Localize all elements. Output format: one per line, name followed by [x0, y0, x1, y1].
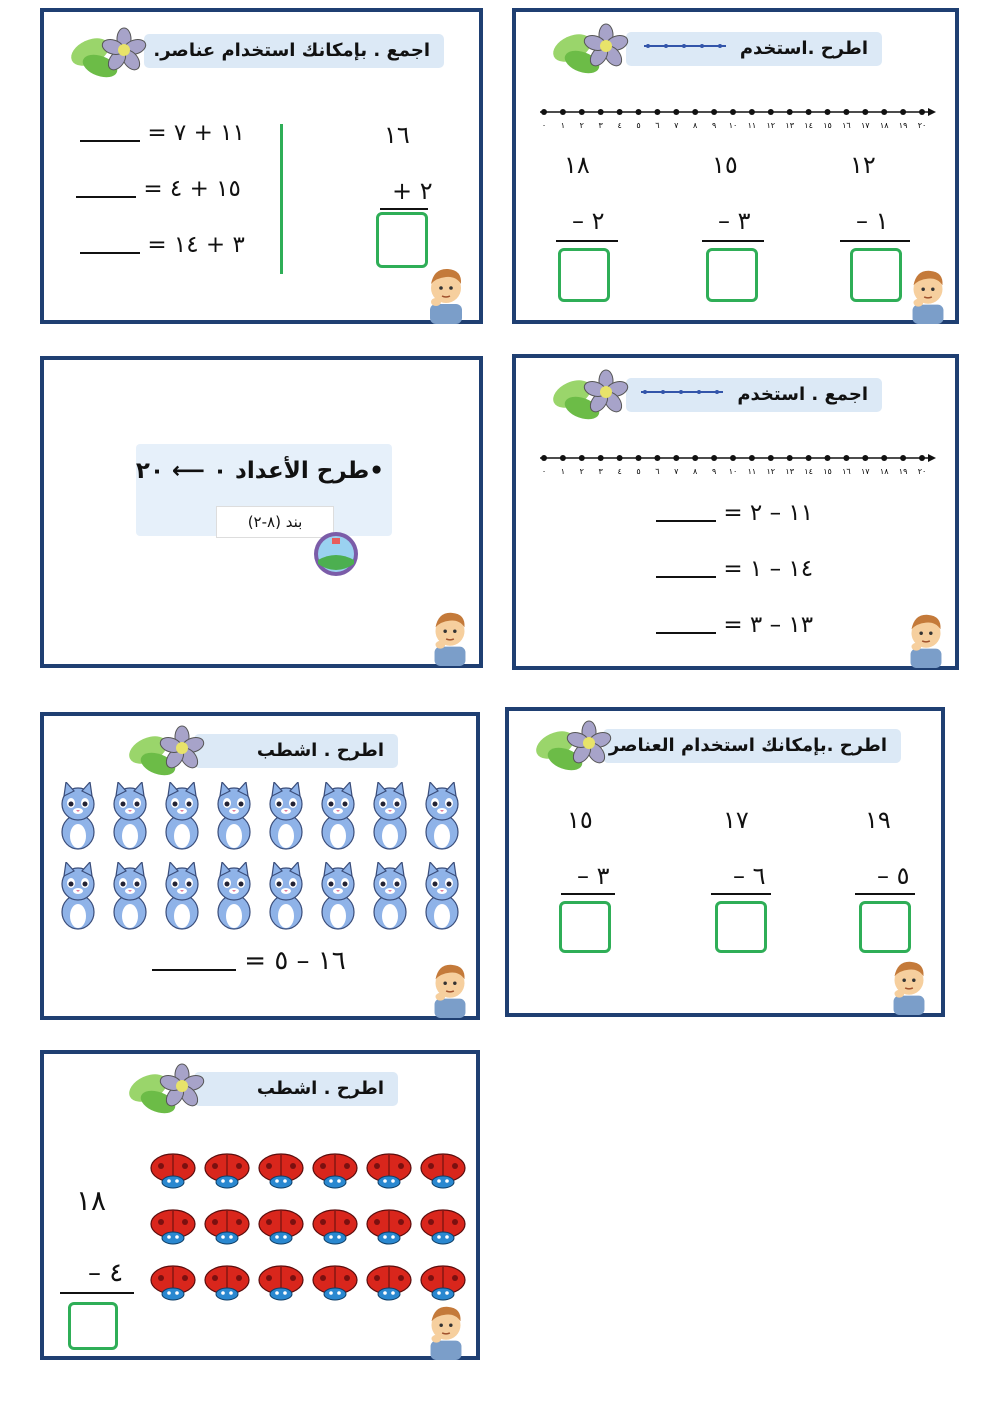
number-line-label: ٩: [711, 121, 717, 130]
card-cross-out-bugs: [40, 1050, 480, 1360]
top-number: ١٩: [865, 806, 891, 834]
equation-row: [80, 120, 245, 146]
ladybug-icon[interactable]: [202, 1262, 252, 1306]
thinking-boy-icon: [906, 266, 950, 324]
top-number: ١٥: [712, 151, 738, 179]
number-line-dot: [843, 109, 849, 115]
number-line-label: ٤: [617, 467, 622, 476]
number-line-label: ١٤: [804, 121, 813, 130]
equation-row: [656, 612, 813, 638]
number-line-dot: [617, 109, 623, 115]
equation-row: [80, 232, 245, 258]
thinking-boy-icon: [428, 608, 472, 666]
number-line-label: ١٦: [842, 121, 851, 130]
ladybug-icon[interactable]: [202, 1150, 252, 1194]
answer-blank[interactable]: [656, 502, 716, 522]
card-title: [626, 32, 882, 66]
equation-row: [152, 948, 346, 974]
answer-box[interactable]: [715, 901, 767, 953]
number-line-dot: [825, 109, 831, 115]
number-line-dot: [730, 455, 736, 461]
number-line-label: ٥: [636, 467, 641, 476]
number-line-dot: [692, 455, 698, 461]
number-line-label: ١٢: [766, 121, 776, 130]
number-line-label: ٢: [579, 467, 584, 476]
answer-blank[interactable]: [76, 178, 136, 198]
equation-text: ٣ + ١٤ =: [147, 232, 245, 258]
answer-blank[interactable]: [152, 951, 236, 971]
number-line-label: ١١: [747, 467, 757, 476]
number-line-label: ٧: [674, 467, 679, 476]
cat-icon[interactable]: [56, 782, 100, 856]
ladybug-icon[interactable]: [202, 1206, 252, 1250]
number-line-dot: [692, 109, 698, 115]
card-subtract-numberline: [512, 8, 959, 324]
equation-text: ١١ + ٧ =: [147, 120, 245, 146]
cat-icon[interactable]: [368, 862, 412, 936]
lesson-subtitle: بند (٨-٢): [216, 506, 334, 538]
number-line-dot: [541, 455, 547, 461]
thinking-boy-icon: [424, 1302, 468, 1360]
number-line-dot: [862, 109, 868, 115]
number-line-label: ١٨: [879, 467, 889, 476]
subtract-number: ١ –: [856, 207, 889, 235]
number-line-dot: [806, 109, 812, 115]
difference-rule: [855, 893, 915, 895]
arrow-right-icon: [928, 454, 936, 462]
ladybug-icon[interactable]: [256, 1150, 306, 1194]
equation-row: [656, 556, 813, 582]
equation-text: ١٦ – ٥ =: [244, 946, 346, 976]
card-title: اطرح . اشطب: [194, 1072, 398, 1106]
number-line-dot: [919, 109, 925, 115]
number-line-dot: [862, 455, 868, 461]
top-number: ١٥: [567, 806, 593, 834]
equation-row: [76, 176, 241, 202]
number-line-label: ١٨: [879, 121, 889, 130]
card-numberline-equations: [512, 354, 959, 670]
number-line-dot: [654, 455, 660, 461]
number-line-dot: [711, 109, 717, 115]
cat-icon[interactable]: [368, 782, 412, 856]
card-title-text: اجمع . استخدم: [737, 384, 868, 405]
cat-grid: [56, 782, 468, 942]
number-line-label: ١٥: [823, 121, 832, 130]
equation-text: ١٤ – ١ =: [723, 556, 814, 582]
cat-icon[interactable]: [160, 782, 204, 856]
vertical-second-number: ٢ +: [392, 177, 433, 205]
card-title-text: اطرح .استخدم: [739, 38, 868, 59]
number-line-dot: [711, 455, 717, 461]
number-line-dot: [617, 455, 623, 461]
number-line-label: ١١: [747, 121, 757, 130]
number-line-label: ١٣: [785, 467, 794, 476]
card-add-items: [40, 8, 483, 324]
ladybug-icon[interactable]: [256, 1206, 306, 1250]
ladybug-icon[interactable]: [364, 1206, 414, 1250]
leaf-flower-icon: [548, 366, 640, 422]
answer-box[interactable]: [859, 901, 911, 953]
number-line-dot: [730, 109, 736, 115]
difference-rule: [711, 893, 771, 895]
book-cover-icon: [312, 530, 360, 578]
card-title: اجمع . بإمكانك استخدام عناصر.: [144, 34, 444, 68]
top-number: ١٢: [850, 151, 876, 179]
subtract-number: ٤ –: [88, 1258, 124, 1288]
answer-box[interactable]: [558, 248, 610, 302]
number-line-dot: [768, 109, 774, 115]
number-line-label: ٢: [579, 121, 584, 130]
ladybug-icon[interactable]: [310, 1150, 360, 1194]
number-line-dot: [881, 455, 887, 461]
leaf-flower-icon: [548, 20, 640, 76]
number-line-label: ٣: [598, 121, 603, 130]
mini-number-line: [639, 384, 725, 406]
difference-rule: [702, 240, 764, 242]
number-line-label: ١٢: [766, 467, 776, 476]
subtract-number: ٦ –: [733, 862, 766, 890]
answer-box[interactable]: [68, 1302, 118, 1350]
cat-icon[interactable]: [108, 782, 152, 856]
leaf-flower-icon: [124, 1060, 216, 1116]
number-line-dot: [900, 455, 906, 461]
number-line-dot: [636, 109, 642, 115]
number-line-dot: [654, 109, 660, 115]
sum-rule: [380, 208, 428, 210]
cat-icon[interactable]: [264, 862, 308, 936]
cat-icon[interactable]: [108, 862, 152, 936]
number-line: [538, 104, 936, 134]
number-line-dot: [881, 109, 887, 115]
cat-icon[interactable]: [160, 862, 204, 936]
cat-icon[interactable]: [316, 782, 360, 856]
number-line-dot: [749, 109, 755, 115]
number-line-label: ٠: [541, 121, 547, 130]
number-line-dot: [900, 109, 906, 115]
number-line-label: ١٥: [823, 467, 832, 476]
number-line-dot: [598, 109, 604, 115]
difference-rule: [60, 1292, 134, 1294]
number-line-label: ٠: [541, 467, 547, 476]
number-line-label: ٤: [617, 121, 622, 130]
ladybug-icon[interactable]: [418, 1262, 468, 1306]
subtract-number: ٥ –: [877, 862, 910, 890]
bug-grid: [148, 1150, 474, 1310]
top-number: ١٨: [564, 151, 590, 179]
card-title: اطرح . اشطب: [194, 734, 398, 768]
number-line-dot: [560, 455, 566, 461]
number-line-label: ٧: [674, 121, 679, 130]
answer-blank[interactable]: [80, 234, 140, 254]
mini-number-line: [642, 38, 728, 60]
number-line-dot: [919, 455, 925, 461]
cat-icon[interactable]: [420, 782, 464, 856]
number-line-label: ٦: [655, 467, 660, 476]
number-line-label: ١: [560, 467, 566, 476]
number-line-label: ٢٠: [917, 121, 927, 130]
cat-icon[interactable]: [316, 862, 360, 936]
number-line-dot: [825, 455, 831, 461]
number-line: [538, 450, 936, 480]
thinking-boy-icon: [428, 960, 472, 1018]
number-line-label: ١٠: [728, 467, 738, 476]
equation-text: ١٥ + ٤ =: [143, 176, 241, 202]
number-line-label: ١٠: [728, 121, 738, 130]
number-line-dot: [768, 455, 774, 461]
cat-icon[interactable]: [212, 862, 256, 936]
number-line-label: ١: [560, 121, 566, 130]
card-subtract-items: [505, 707, 945, 1017]
number-line-dot: [843, 455, 849, 461]
difference-rule: [556, 240, 618, 242]
cat-icon[interactable]: [420, 862, 464, 936]
thinking-boy-icon: [904, 610, 948, 668]
top-number: ١٧: [723, 806, 749, 834]
thinking-boy-icon: [887, 957, 931, 1015]
number-line-label: ١٣: [785, 121, 794, 130]
number-line-label: ٦: [655, 121, 660, 130]
thinking-boy-icon: [424, 264, 468, 324]
number-line-label: ٨: [693, 121, 698, 130]
ladybug-icon[interactable]: [364, 1150, 414, 1194]
number-line-dot: [787, 455, 793, 461]
number-line-label: ٥: [636, 121, 641, 130]
number-line-dot: [579, 109, 585, 115]
card-title: اطرح .بإمكانك استخدام العناصر: [603, 729, 901, 763]
leaf-flower-icon: [124, 722, 216, 778]
arrow-right-icon: [928, 108, 936, 116]
top-number: ١٨: [76, 1184, 107, 1217]
answer-blank[interactable]: [80, 122, 140, 142]
equation-text: ١٣ – ٣ =: [723, 612, 814, 638]
equation-row: [656, 500, 813, 526]
number-line-dot: [673, 109, 679, 115]
number-line-label: ١٩: [898, 121, 908, 130]
number-line-dot: [560, 109, 566, 115]
number-line-label: ١٧: [861, 121, 870, 130]
cat-icon[interactable]: [212, 782, 256, 856]
answer-blank[interactable]: [656, 614, 716, 634]
number-line-dot: [579, 455, 585, 461]
number-line-label: ١٦: [842, 467, 851, 476]
cat-icon[interactable]: [56, 862, 100, 936]
number-line-label: ٩: [711, 467, 717, 476]
ladybug-icon[interactable]: [148, 1206, 198, 1250]
number-line-dot: [749, 455, 755, 461]
answer-blank[interactable]: [656, 558, 716, 578]
number-line-dot: [787, 109, 793, 115]
number-line-dot: [806, 455, 812, 461]
number-line-dot: [636, 455, 642, 461]
number-line-dot: [673, 455, 679, 461]
ladybug-icon[interactable]: [364, 1262, 414, 1306]
ladybug-icon[interactable]: [148, 1150, 198, 1194]
divider-line: [280, 124, 283, 274]
subtract-number: ٣ –: [718, 207, 751, 235]
ladybug-icon[interactable]: [148, 1262, 198, 1306]
difference-rule: [840, 240, 910, 242]
lesson-title-panel: [136, 444, 392, 536]
number-line-label: ١٧: [861, 467, 870, 476]
ladybug-icon[interactable]: [310, 1262, 360, 1306]
number-line-dot: [541, 109, 547, 115]
answer-box[interactable]: [706, 248, 758, 302]
cat-icon[interactable]: [264, 782, 308, 856]
card-cross-out-cats: [40, 712, 480, 1020]
leaf-flower-icon: [531, 717, 623, 773]
card-title: [626, 378, 882, 412]
number-line-label: ٨: [693, 467, 698, 476]
number-line-dot: [598, 455, 604, 461]
number-line-label: ١٤: [804, 467, 813, 476]
card-lesson-title: [40, 356, 483, 668]
ladybug-icon[interactable]: [256, 1262, 306, 1306]
vertical-top-number: ١٦: [384, 121, 410, 149]
number-line-label: ١٩: [898, 467, 908, 476]
ladybug-icon[interactable]: [418, 1206, 468, 1250]
number-line-label: ٢٠: [917, 467, 927, 476]
equation-text: ١١ – ٢ =: [723, 500, 814, 526]
lesson-title: •طرح الأعداد ٠ ⟵ ٢٠: [135, 458, 384, 484]
number-line-label: ٣: [598, 467, 603, 476]
subtract-number: ٣ –: [577, 862, 610, 890]
subtract-number: ٢ –: [572, 207, 605, 235]
ladybug-icon[interactable]: [418, 1150, 468, 1194]
difference-rule: [561, 893, 615, 895]
answer-box[interactable]: [376, 212, 428, 268]
answer-box[interactable]: [850, 248, 902, 302]
answer-box[interactable]: [559, 901, 611, 953]
leaf-flower-icon: [66, 24, 158, 80]
ladybug-icon[interactable]: [310, 1206, 360, 1250]
